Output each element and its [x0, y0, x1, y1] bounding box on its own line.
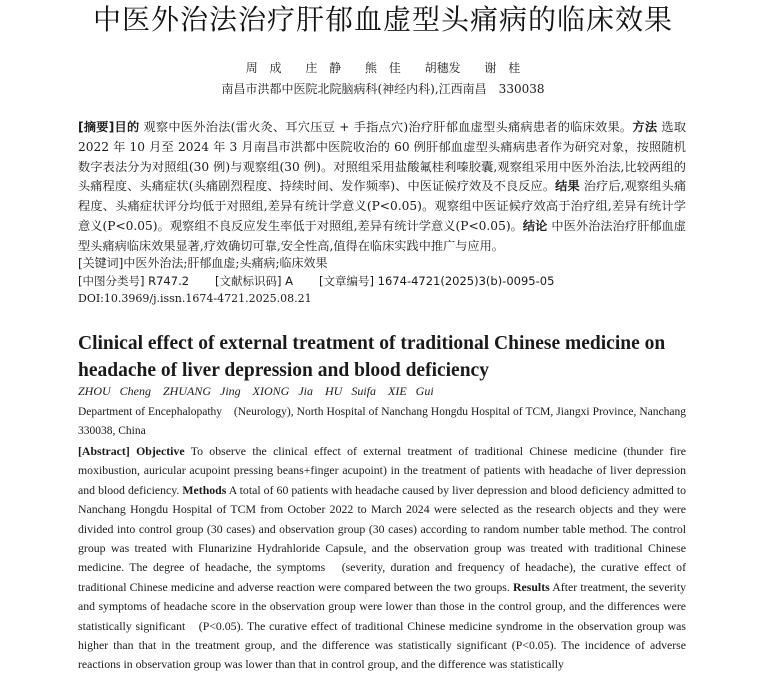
english-title: Clinical effect of external treatment of traditional Chinese medicine on headache of liver depression and blood deficiency	[78, 333, 666, 381]
en-abstract-lead: [Abstract]	[78, 444, 137, 458]
english-affiliation: Department of Encephalopathy (Neurology), North Hospital of Nanchang Hongdu Hospital of TCM, Jiangxi Province, Nanchang 330038, China	[78, 406, 698, 437]
objective-text: 观察中医外治法(雷火灸、耳穴压豆 + 手指点穴)治疗肝郁血虚型头痛病患者的临床效果。	[139, 120, 633, 134]
abstract-lead: [摘要]	[78, 120, 115, 134]
methods-text: 选取 2022 年 10 月至 2024 年 3 月南昌市洪都中医院收治的 60 例肝郁血虚型头痛病患者作为研究对象，按照随机数字表法分为对照组(30 例)与观察组(30 例)。对照组采用盐酸氟桂利嗪胶囊,观察组采用中医外治法,比较两组的头痛程度、头痛症状(头痛剧烈程度、持续时间、发作频率)、中医证候疗效及不良反应。	[78, 120, 687, 194]
english-abstract	[78, 442, 686, 675]
objective-label: 目的	[114, 120, 140, 134]
conclusion-label: 结论	[522, 218, 548, 233]
en-results-text: After treatment, the severity and symptoms of headache score in the observation group were lower than those in the control group, and the differences were statistically significant (P<0.05). The curative effect of traditional Chinese medicine syndrome in the observation group was higher than that in the treatment group, and the difference was statistically significant (P<0.05). The incidence of adverse reactions in observation group was lower than that in control group, and the difference was statistically	[78, 579, 686, 672]
en-results-label: Results	[513, 579, 550, 594]
keywords-label: [关键词]	[78, 256, 124, 270]
chinese-abstract	[78, 118, 686, 257]
en-objective-label: Objective	[136, 444, 185, 458]
en-methods-label: Methods	[182, 482, 227, 497]
article-number: [文章编号] 1674-4721(2025)3(b)-0095-05	[319, 274, 555, 288]
document-code: [文献标识码] A	[215, 274, 294, 288]
results-text: 治疗后,观察组头痛程度、头痛症状评分均低于对照组,差异有统计学意义(P<0.05)。观察组中医证候疗效高于治疗组,差异有统计学意义(P<0.05)。观察组不良反应发生率低于对照组,差异有统计学意义(P<0.05)。	[78, 179, 687, 233]
paper-title: 中医外治法治疗肝郁血虚型头痛病的临床效果	[92, 3, 673, 36]
doi: DOI:10.3969/j.issn.1674-4721.2025.08.21	[78, 292, 312, 305]
english-authors: ZHOU Cheng ZHUANG Jing XIONG Jia HU Suifa XIE Gui	[78, 384, 434, 398]
results-label: 结果	[555, 179, 580, 194]
keywords	[78, 254, 686, 272]
classification-line	[78, 273, 580, 289]
affiliation: 南昌市洪都中医院北院脑病科(神经内科),江西南昌 330038	[221, 82, 545, 96]
en-methods-text: A total of 60 patients with headache caused by liver depression and blood deficiency admitted to Nanchang Hongdu Hospital of TCM from October 2022 to March 2024 were selected as the research objects and they were divided into control group (30 cases) and observation group (30 cases) according to random number table method. The control group was treated with Flunarizine Hydrahloride Capsule, and the observation group was treated with traditional Chinese medicine. The degree of headache, the symptoms (severity, duration and frequency of headache), the curative effect of traditional Chinese medicine and adverse reaction were compared between the two groups.	[78, 482, 687, 594]
methods-label: 方法	[632, 120, 658, 134]
conclusion-text: 中医外治法治疗肝郁血虚型头痛病临床效果显著,疗效确切可靠,安全性高,值得在临床实践中推广与应用。	[78, 218, 686, 253]
clc-number: [中图分类号] R747.2	[78, 274, 190, 288]
en-objective-text: To observe the clinical effect of external treatment of traditional Chinese medicine (thunder fire moxibustion, auricular acupoint pressing beans+finger acupoint) in the treatment of patients with headache of liver depression and blood deficiency.	[78, 444, 686, 497]
keywords-text: 中医外治法;肝郁血虚;头痛病;临床效果	[123, 256, 328, 270]
author-list: 周 成 庄 静 熊 佳 胡穗发 谢 桂	[245, 61, 521, 75]
